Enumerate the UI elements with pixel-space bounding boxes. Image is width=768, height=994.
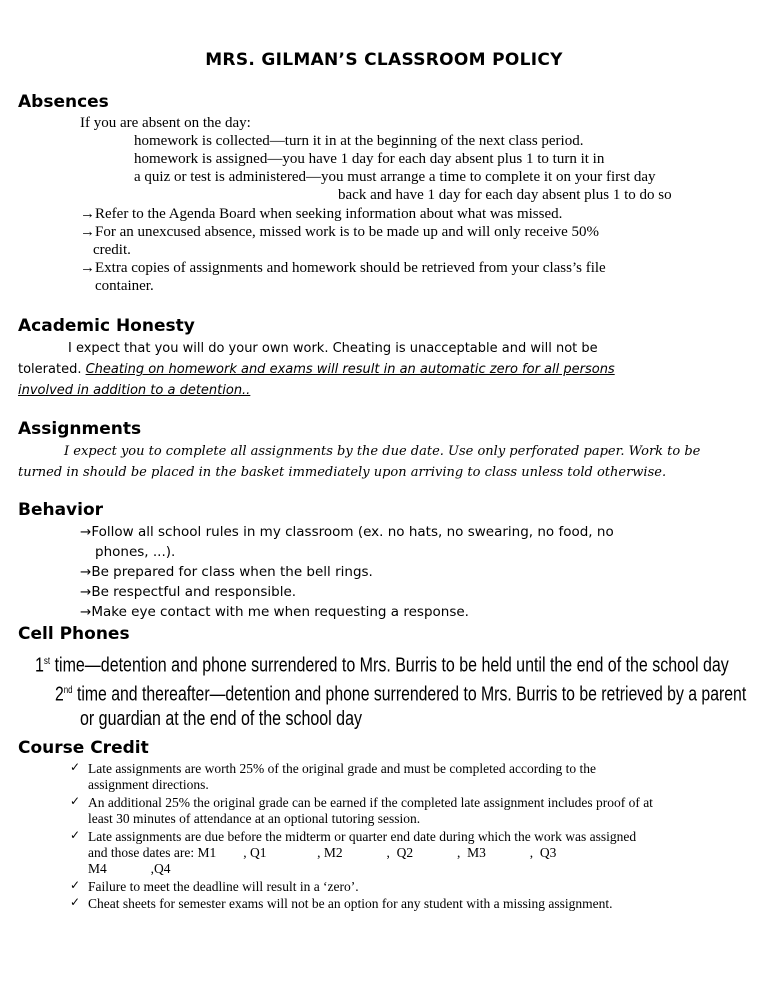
arrow-icon: → [80, 224, 95, 240]
absences-intro: If you are absent on the day: [80, 115, 251, 131]
phones-line: or guardian at the end of the school day [80, 708, 362, 730]
check-icon: ✓ [70, 878, 81, 892]
credit-dates: M4 ,Q4 [88, 861, 171, 876]
arrow-icon: → [80, 584, 92, 600]
honesty-line: I expect that you will do your own work. Cheating is unacceptable and will not be [68, 341, 598, 356]
credit-line: Failure to meet the deadline will result in a ‘zero’. [88, 879, 359, 894]
check-icon: ✓ [70, 895, 81, 909]
honesty-line: tolerated. Cheating on homework and exams will result in an automatic zero for all persons [18, 362, 615, 377]
check-icon: ✓ [70, 760, 81, 774]
behavior-item: →Be respectful and responsible. [80, 584, 297, 600]
absences-arrow-cont: credit. [93, 242, 131, 258]
arrow-icon: → [80, 564, 92, 580]
absences-case: a quiz or test is administered—you must arrange a time to complete it on your first day [134, 169, 656, 185]
behavior-item: →Be prepared for class when the bell rings. [80, 564, 373, 580]
absences-case: back and have 1 day for each day absent plus 1 to do so [338, 187, 672, 203]
arrow-icon: → [80, 206, 95, 222]
behavior-item: →Make eye contact with me when requesting a response. [80, 604, 469, 620]
credit-dates: and those dates are: M1 , Q1 , M2 , Q2 , M3 , Q3 [88, 845, 557, 860]
absences-heading: Absences [18, 92, 109, 112]
credit-line: Late assignments are worth 25% of the original grade and must be completed according to the [88, 761, 596, 776]
arrow-icon: → [80, 604, 92, 620]
credit-line: assignment directions. [88, 777, 209, 792]
behavior-item: →Follow all school rules in my classroom (ex. no hats, no swearing, no food, no [80, 524, 614, 540]
phones-line: 1st time—detention and phone surrendered to Mrs. Burris to be held until the end of the school day [35, 654, 729, 677]
phones-line: 2nd time and thereafter—detention and phone surrendered to Mrs. Burris to be retrieved by a parent [55, 683, 747, 706]
absences-arrow-item: →Extra copies of assignments and homework should be retrieved from your class’s file [80, 260, 606, 276]
absences-arrow-item: →For an unexcused absence, missed work is to be made up and will only receive 50% [80, 224, 600, 240]
page-title: MRS. GILMAN’S CLASSROOM POLICY [205, 50, 563, 70]
assignments-heading: Assignments [18, 419, 142, 439]
honesty-heading: Academic Honesty [18, 316, 195, 336]
assignments-line: I expect you to complete all assignments by the due date. Use only perforated paper. Work to be [64, 444, 701, 459]
behavior-item-cont: phones, ...). [95, 544, 176, 560]
check-icon: ✓ [70, 828, 81, 842]
absences-case: homework is collected—turn it in at the beginning of the next class period. [134, 133, 584, 149]
check-icon: ✓ [70, 794, 81, 808]
credit-line: Late assignments are due before the midterm or quarter end date during which the work was assigned [88, 829, 637, 844]
phones-heading: Cell Phones [18, 624, 130, 644]
assignments-line: turned in should be placed in the basket immediately upon arriving to class unless told otherwise. [18, 465, 667, 480]
honesty-line: involved in addition to a detention.. [18, 383, 251, 398]
arrow-icon: → [80, 524, 92, 540]
credit-heading: Course Credit [18, 738, 149, 758]
absences-arrow-item: →Refer to the Agenda Board when seeking information about what was missed. [80, 206, 563, 222]
arrow-icon: → [80, 260, 95, 276]
credit-line: An additional 25% the original grade can be earned if the completed late assignment includes proof of at [88, 795, 653, 810]
absences-case: homework is assigned—you have 1 day for each day absent plus 1 to turn it in [134, 151, 605, 167]
absences-arrow-cont: container. [95, 278, 154, 294]
credit-line: Cheat sheets for semester exams will not be an option for any student with a missing assignment. [88, 896, 613, 911]
credit-line: least 30 minutes of attendance at an optional tutoring session. [88, 811, 421, 826]
behavior-heading: Behavior [18, 500, 104, 520]
